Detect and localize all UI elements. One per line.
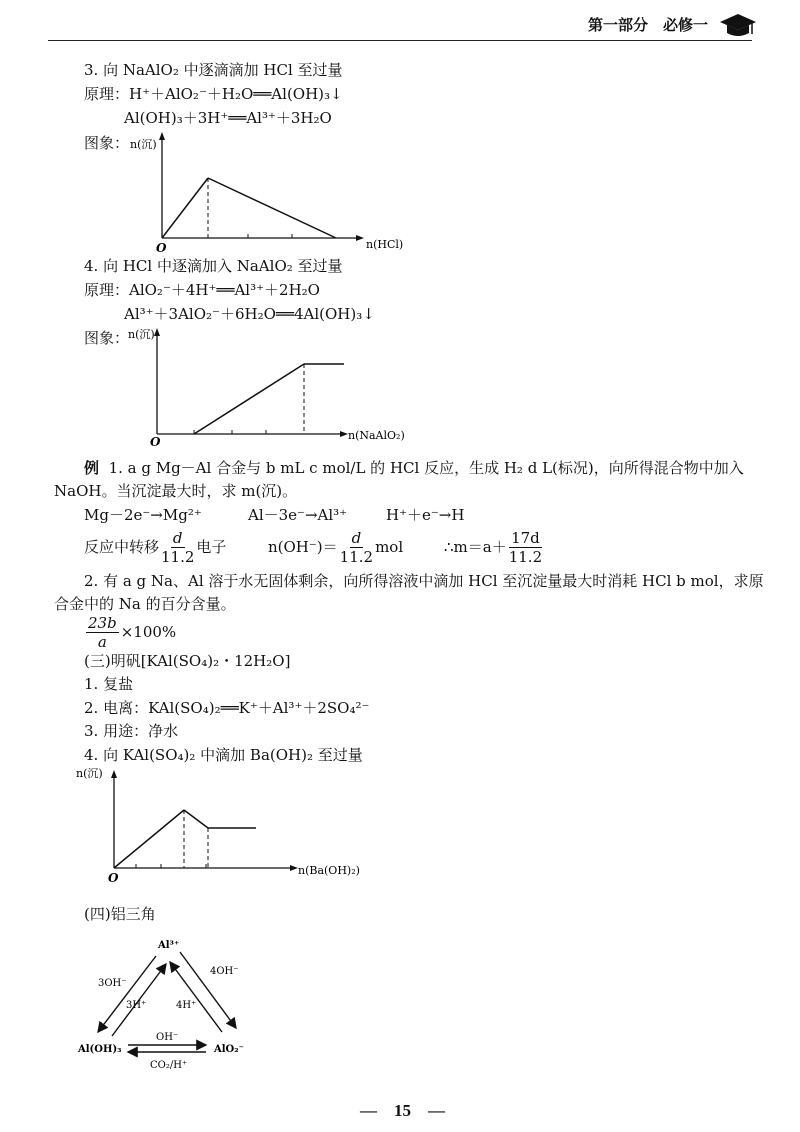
origin-label: O <box>156 241 167 255</box>
section-3-equation-1: 原理：H⁺＋AlO₂⁻＋H₂O══Al(OH)₃↓ <box>84 85 343 103</box>
example-1-question-cont: NaOH。当沉淀最大时，求 m(沉)。 <box>54 482 298 500</box>
origin-label: O <box>150 435 161 449</box>
alum-item-4: 4. 向 KAl(SO₄)₂ 中滴加 Ba(OH)₂ 至过量 <box>84 746 363 764</box>
label-3oh: 3OH⁻ <box>98 978 127 989</box>
reaction-mg: Mg－2e⁻→Mg²⁺ <box>84 506 202 524</box>
example-2-question-cont: 合金中的 Na 的百分含量。 <box>54 595 236 613</box>
running-header: 第一部分 必修一 <box>588 16 709 34</box>
graph-baoh2-into-alum <box>76 764 376 888</box>
section-4-graph-label: 图象： <box>84 329 130 347</box>
section-3-equation-2: Al(OH)₃＋3H⁺══Al³⁺＋3H₂O <box>124 109 332 127</box>
section-4-equation-2: Al³⁺＋3AlO₂⁻＋6H₂O══4Al(OH)₃↓ <box>124 305 375 323</box>
page-number: — 15 — <box>360 1101 445 1120</box>
label-4h: 4H⁺ <box>176 1000 197 1011</box>
reaction-al: Al－3e⁻→Al³⁺ <box>248 506 348 524</box>
example-1-text <box>84 458 744 478</box>
graduation-cap-icon <box>718 10 758 44</box>
alum-item-1: 1. 复盐 <box>84 675 134 693</box>
label-3h: 3H⁺ <box>126 1000 147 1011</box>
node-alo2: AlO₂⁻ <box>214 1044 244 1055</box>
y-axis-label: n(沉) <box>76 767 103 780</box>
x-axis-label: n(Ba(OH)₂) <box>298 864 360 877</box>
alum-section-title: (三)明矾[KAl(SO₄)₂・12H₂O] <box>84 652 291 670</box>
x-axis-label: n(NaAlO₂) <box>348 429 405 442</box>
section-3-graph-label: 图象： <box>84 134 130 152</box>
section-3-title: 3. 向 NaAlO₂ 中逐滴滴加 HCl 至过量 <box>84 61 343 79</box>
header-rule <box>48 40 752 41</box>
section-4-equation-1: 原理：AlO₂⁻＋4H⁺══Al³⁺＋2H₂O <box>84 281 320 299</box>
triangle-section-title: (四)铝三角 <box>84 905 156 923</box>
graph-hcl-into-naalo2 <box>120 128 440 256</box>
label-oh: OH⁻ <box>156 1032 179 1043</box>
reaction-h: H⁺＋e⁻→H <box>386 506 465 524</box>
example-2-answer: $\frac{23b}{a}$ ×100% <box>88 613 177 651</box>
electron-transfer: 反应中转移 $\frac{d}{11.2}$ 电子 <box>84 528 227 566</box>
y-axis-label: n(沉) <box>128 328 155 341</box>
label-co2-h: CO₂/H⁺ <box>150 1060 188 1071</box>
label-4oh: 4OH⁻ <box>210 966 239 977</box>
origin-label: O <box>108 871 119 885</box>
graph-naalo2-into-hcl <box>120 322 450 452</box>
y-axis-label: n(沉) <box>130 138 157 151</box>
hydroxide-amount: n(OH⁻)＝ $\frac{d}{11.2}$ mol <box>268 528 404 566</box>
section-4-title: 4. 向 HCl 中逐滴加入 NaAlO₂ 至过量 <box>84 257 343 275</box>
example-2-question: 2. 有 a g Na、Al 溶于水无固体剩余，向所得溶液中滴加 HCl 至沉淀量最大时消耗 HCl b mol，求原 <box>84 572 764 590</box>
x-axis-label: n(HCl) <box>366 238 404 251</box>
alum-item-2: 2. 电离：KAl(SO₄)₂══K⁺＋Al³⁺＋2SO₄²⁻ <box>84 699 370 717</box>
alum-item-3: 3. 用途：净水 <box>84 722 179 740</box>
example-tag: 例 <box>84 459 100 477</box>
node-aloh3: Al(OH)₃ <box>78 1044 122 1055</box>
example-1-question: 1. a g Mg－Al 合金与 b mL c mol/L 的 HCl 反应，生成 H₂ d L(标况)，向所得混合物中加入 <box>108 459 744 477</box>
node-al3: Al³⁺ <box>158 940 180 951</box>
precipitate-mass: ∴m＝a＋ $\frac{17d}{11.2}$ <box>444 528 543 566</box>
aluminum-triangle-diagram <box>70 930 270 1080</box>
